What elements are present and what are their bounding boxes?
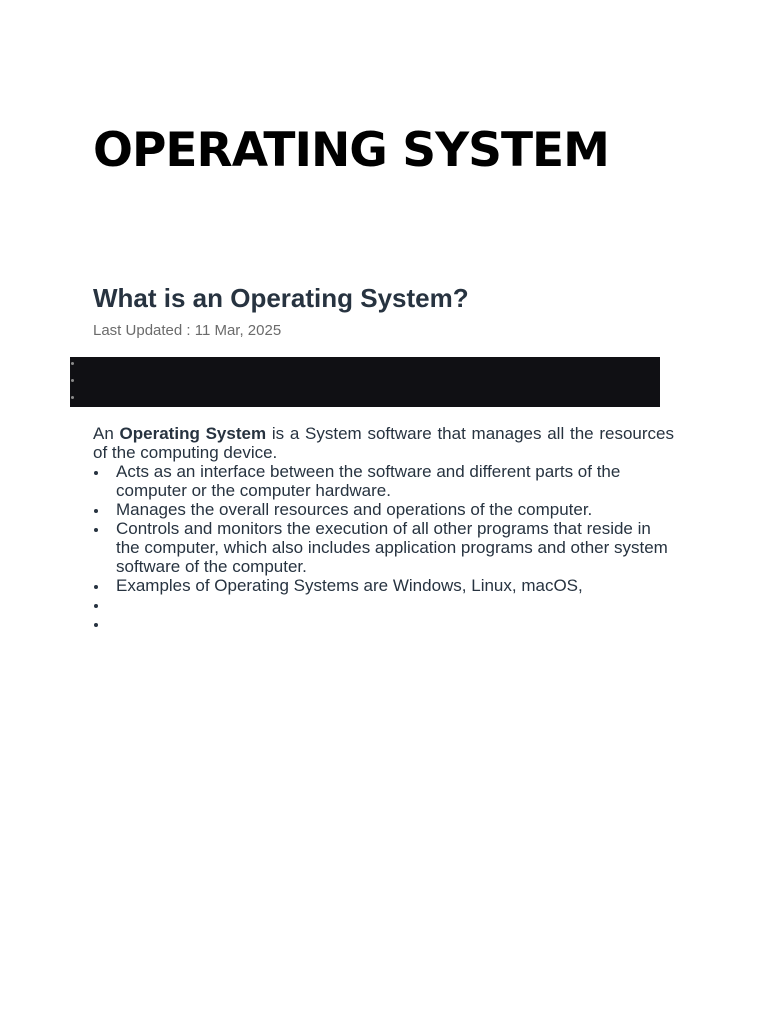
dark-banner	[70, 357, 660, 407]
list-item: Controls and monitors the execution of all other programs that reside in the computer, which also includes application programs and other system software of the computer.	[116, 519, 674, 576]
key-points-list	[93, 462, 674, 633]
article-title: What is an Operating System?	[93, 283, 469, 313]
bullet-dot-icon	[71, 396, 74, 399]
bullet-dot-icon	[71, 379, 74, 382]
list-item: Examples of Operating Systems are Windows, Linux, macOS,	[116, 576, 674, 595]
intro-prefix: An	[93, 424, 114, 443]
intro-suffix: is a System software that manages all the resources of the computing device.	[93, 424, 674, 462]
intro-bold-term: Operating System	[119, 424, 267, 443]
bullet-dot-icon	[71, 362, 74, 365]
list-item: Manages the overall resources and operations of the computer.	[116, 500, 674, 519]
list-item	[116, 614, 674, 633]
intro-paragraph	[93, 424, 674, 462]
list-item: Acts as an interface between the software and different parts of the computer or the computer hardware.	[116, 462, 674, 500]
document-title: OPERATING SYSTEM	[93, 123, 609, 178]
article-body	[93, 424, 674, 633]
list-item	[116, 595, 674, 614]
last-updated-date: Last Updated : 11 Mar, 2025	[93, 322, 282, 339]
